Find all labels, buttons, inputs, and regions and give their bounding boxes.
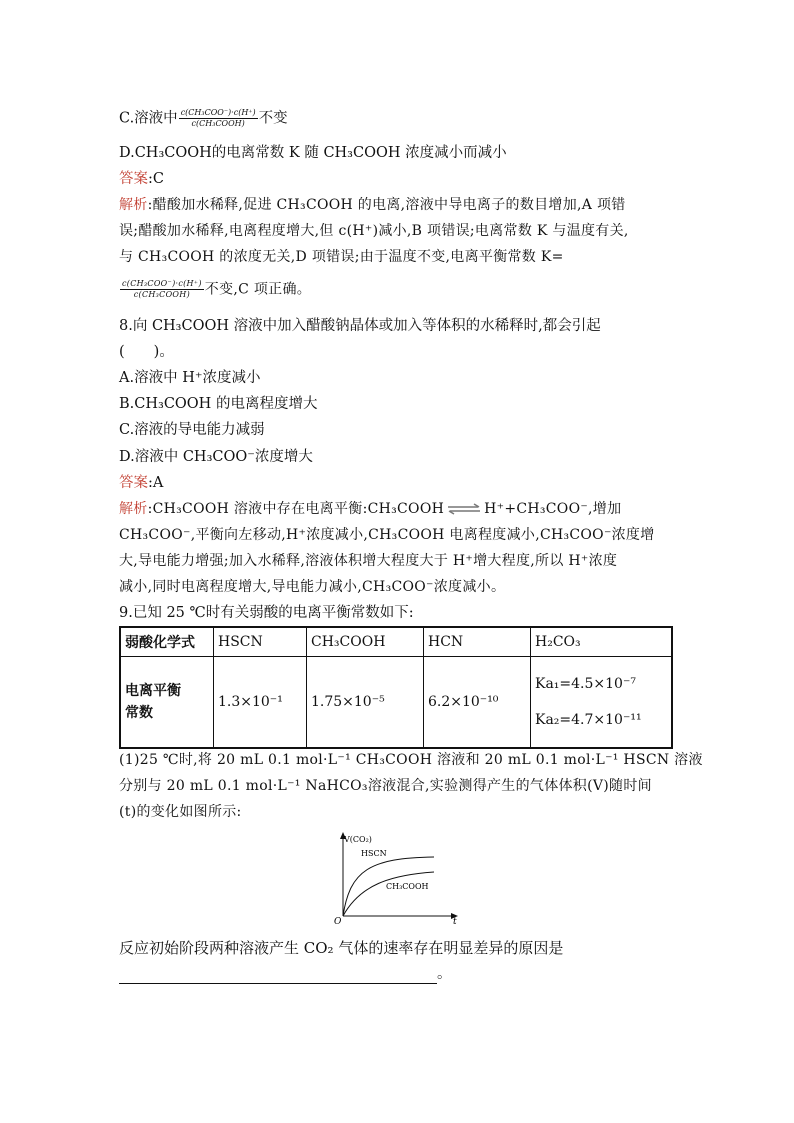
q9-sub1-line1: (1)25 ℃时,将 20 mL 0.1 mol·L⁻¹ CH₃COOH 溶液和 20 mL 0.1 mol·L⁻¹ HSCN 溶液 — [119, 752, 703, 768]
q7-analysis-line4 — [119, 279, 311, 300]
answer-label: 答案 — [119, 171, 148, 187]
fraction-numerator: c(CH₃COO⁻)·c(H⁺) — [180, 108, 256, 117]
blank-end-mark: 。 — [437, 966, 452, 982]
table-cell: 6.2×10⁻¹⁰ — [424, 657, 531, 749]
curve2-label: CH₃COOH — [386, 882, 429, 891]
row-label-line2: 常数 — [125, 705, 153, 721]
q8-analysis-line4: 减小,同时电离程度增大,导电能力减小,CH₃COO⁻浓度减小。 — [119, 579, 506, 595]
table-cell: 1.75×10⁻⁵ — [307, 657, 424, 749]
answer-value: :C — [148, 171, 164, 187]
answer-label: 答案 — [119, 475, 148, 491]
fraction-numerator: c(CH₃COO⁻)·c(H⁺) — [122, 279, 202, 288]
q8-paren: ( )。 — [119, 344, 174, 360]
table-header-cell: HSCN — [214, 627, 307, 657]
q8-analysis-line3: 大,导电能力增强;加入水稀释,溶液体积增大程度大于 H⁺增大程度,所以 H⁺浓度 — [119, 553, 618, 569]
q8-option-c: C.溶液的导电能力减弱 — [119, 422, 265, 438]
table-header-cell: HCN — [424, 627, 531, 657]
analysis-text-cont: H⁺+CH₃COO⁻,增加 — [484, 501, 622, 517]
option-c-fraction — [179, 108, 258, 129]
ka1-value: Ka₁=4.5×10⁻⁷ — [535, 676, 636, 692]
acid-constants-table — [119, 626, 673, 749]
option-c-suffix: 不变 — [258, 110, 288, 127]
q8-option-b: B.CH₃COOH 的电离程度增大 — [119, 396, 318, 412]
q7-analysis-line1 — [119, 195, 626, 215]
answer-value: :A — [148, 475, 164, 491]
q7-analysis-line3: 与 CH₃COOH 的浓度无关,D 项错误;由于温度不变,电离平衡常数 K= — [119, 249, 564, 265]
curve1-label: HSCN — [361, 849, 387, 858]
q8-option-d: D.溶液中 CH₃COO⁻浓度增大 — [119, 449, 313, 465]
q8-option-a: A.溶液中 H⁺浓度减小 — [119, 370, 261, 386]
q8-answer — [119, 473, 163, 493]
q9-question-line: 反应初始阶段两种溶液产生 CO₂ 气体的速率存在明显差异的原因是 — [119, 939, 564, 957]
option-c-prefix: C.溶液中 — [119, 110, 178, 127]
ka2-value: Ka₂=4.7×10⁻¹¹ — [535, 712, 642, 728]
x-axis-label: t — [453, 917, 457, 925]
q8-analysis-line1 — [119, 499, 621, 519]
table-header-cell: 弱酸化学式 — [120, 627, 214, 657]
gas-volume-graph — [330, 830, 465, 925]
row-label-line1: 电离平衡 — [125, 683, 181, 699]
q9-answer-blank-line — [119, 964, 452, 984]
table-header-row — [120, 627, 672, 657]
q7-answer — [119, 169, 164, 189]
q8-stem: 8.向 CH₃COOH 溶液中加入醋酸钠晶体或加入等体积的水稀释时,都会引起 — [119, 318, 601, 334]
q7-option-d: D.CH₃COOH的电离常数 K 随 CH₃COOH 浓度减小而减小 — [119, 145, 507, 161]
analysis-fraction — [120, 279, 204, 300]
q7-option-c — [119, 108, 288, 129]
y-axis-label: V(CO₂) — [344, 835, 372, 844]
analysis-label: 解析 — [119, 501, 148, 517]
table-cell: 1.3×10⁻¹ — [214, 657, 307, 749]
q7-analysis-line2: 误;醋酸加水稀释,电离程度增大,但 c(H⁺)减小,B 项错误;电离常数 K 与温度有关, — [119, 223, 629, 239]
analysis-label: 解析 — [119, 197, 148, 213]
analysis-suffix: 不变,C 项正确。 — [204, 281, 312, 298]
origin-label: O — [334, 917, 342, 925]
fraction-denominator: c(CH₃COOH) — [191, 119, 245, 128]
table-row-label — [120, 657, 214, 749]
analysis-text: :醋酸加水稀释,促进 CH₃COOH 的电离,溶液中导电离子的数目增加,A 项错 — [147, 197, 626, 213]
fraction-denominator: c(CH₃COOH) — [133, 290, 190, 299]
equilibrium-arrow-icon — [446, 503, 482, 515]
q8-analysis-line2: CH₃COO⁻,平衡向左移动,H⁺浓度减小,CH₃COOH 电离程度减小,CH₃COO⁻浓度增 — [119, 527, 655, 543]
analysis-text: :CH₃COOH 溶液中存在电离平衡:CH₃COOH — [147, 501, 445, 517]
table-header-cell: CH₃COOH — [307, 627, 424, 657]
q9-sub1-line2: 分别与 20 mL 0.1 mol·L⁻¹ NaHCO₃溶液混合,实验测得产生的气体体积(V)随时间 — [119, 778, 652, 794]
q9-sub1-line3: (t)的变化如图所示: — [119, 804, 242, 820]
table-header-cell: H₂CO₃ — [531, 627, 673, 657]
table-row — [120, 657, 672, 749]
q9-stem: 9.已知 25 ℃时有关弱酸的电离平衡常数如下: — [119, 605, 414, 621]
answer-blank-field[interactable] — [119, 969, 437, 984]
table-cell-h2co3 — [531, 657, 673, 749]
